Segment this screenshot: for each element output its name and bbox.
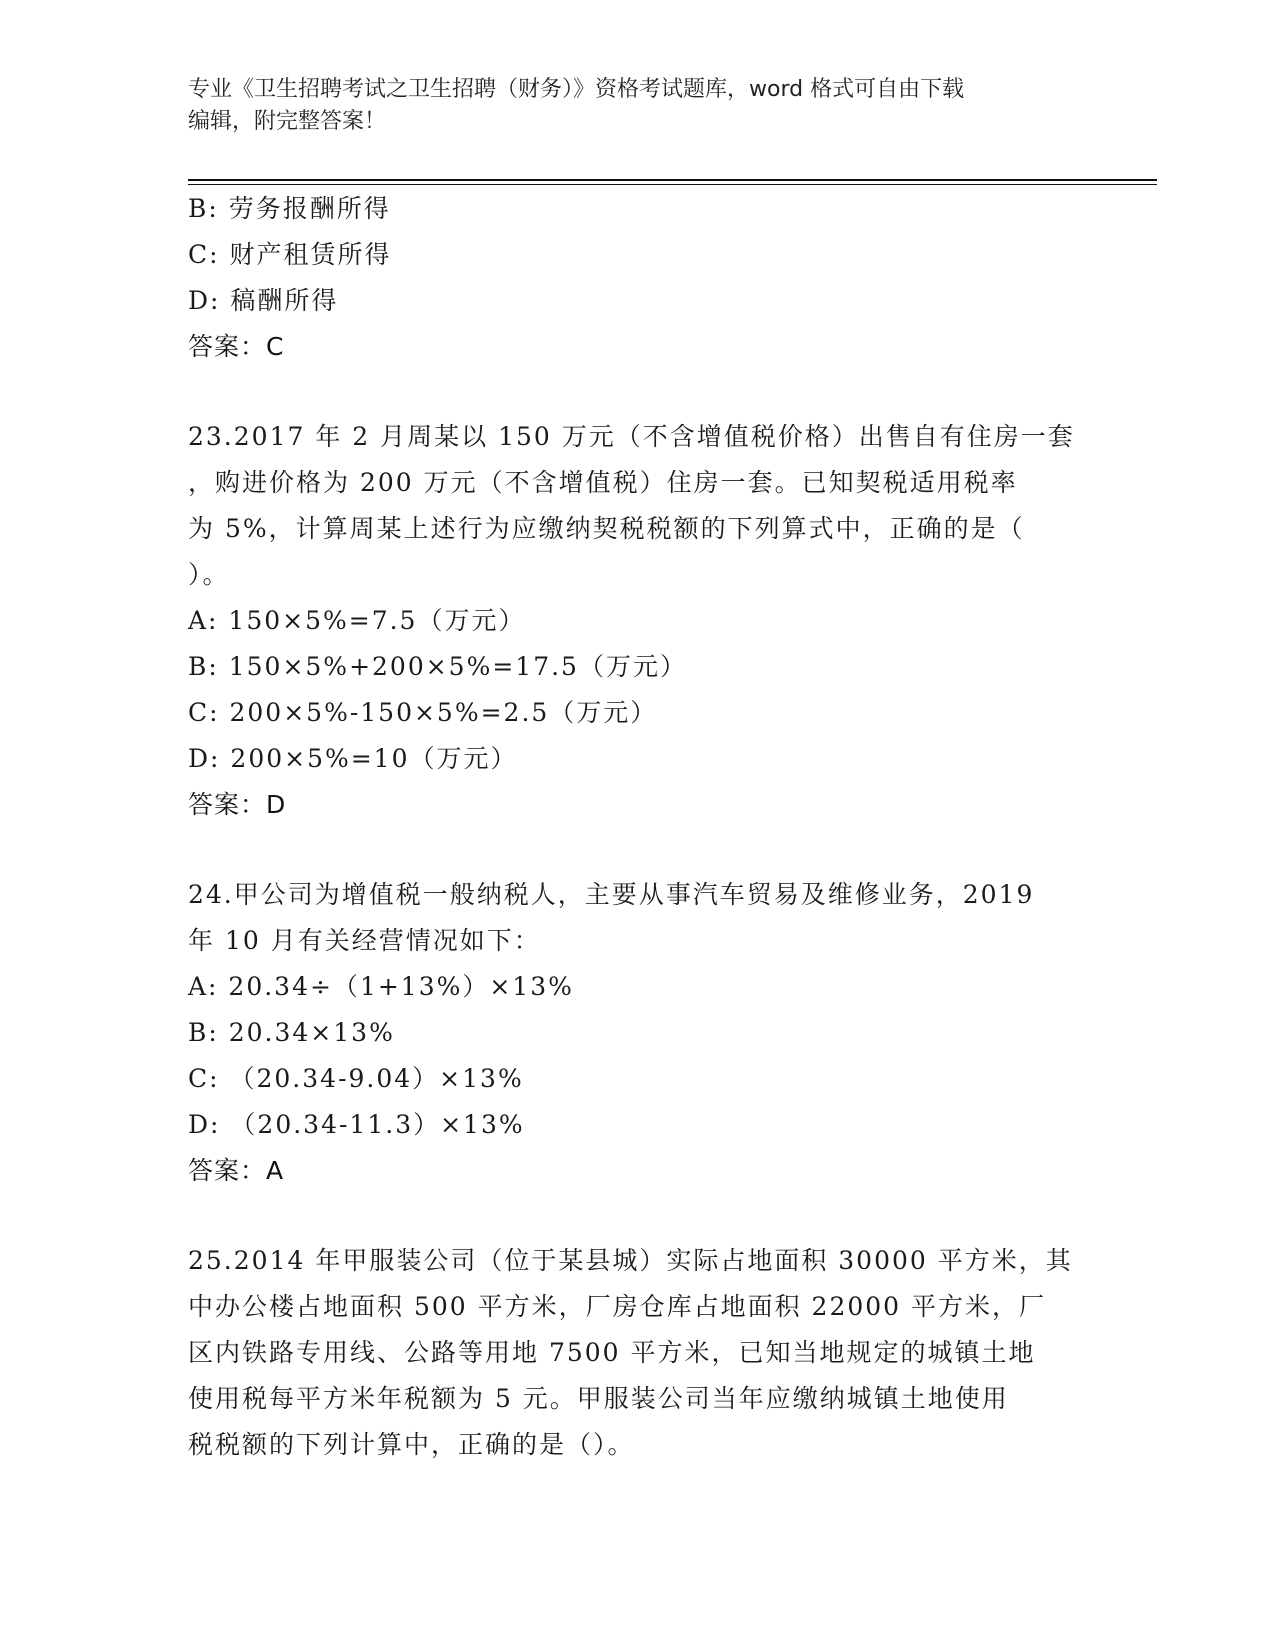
question-stem-line: ，购进价格为 200 万元（不含增值税）住房一套。已知契税适用税率 — [188, 468, 1018, 497]
answer: 答案：C — [188, 332, 285, 361]
question-stem-line: 23.2017 年 2 月周某以 150 万元（不含增值税价格）出售自有住房一套 — [188, 422, 1075, 451]
question-stem-line: ）。 — [188, 560, 230, 589]
header-divider-thin — [188, 184, 1157, 185]
option-b: B: 劳务报酬所得 — [188, 194, 391, 223]
answer: 答案：A — [188, 1156, 285, 1185]
question-stem-line: 税税额的下列计算中，正确的是（）。 — [188, 1430, 635, 1459]
question-24 — [188, 872, 1088, 1194]
document-body — [188, 186, 1088, 1468]
option-b: B: 20.34×13% — [188, 1018, 395, 1047]
header-line-2: 编辑，附完整答案！ — [188, 109, 387, 134]
question-stem-line: 25.2014 年甲服装公司（位于某县城）实际占地面积 30000 平方米，其 — [188, 1246, 1073, 1275]
option-c: C: （20.34-9.04）×13% — [188, 1064, 524, 1093]
spacer — [188, 828, 1088, 872]
question-22-continued — [188, 186, 1088, 370]
spacer — [188, 370, 1088, 414]
option-c: C: 200×5%-150×5%=2.5（万元） — [188, 698, 658, 727]
option-d: D: 稿酬所得 — [188, 286, 339, 315]
question-23 — [188, 414, 1088, 828]
option-d: D: 200×5%=10（万元） — [188, 744, 518, 773]
question-stem-line: 中办公楼占地面积 500 平方米，厂房仓库占地面积 22000 平方米，厂 — [188, 1292, 1047, 1321]
option-c: C: 财产租赁所得 — [188, 240, 392, 269]
question-stem-line: 24.甲公司为增值税一般纳税人，主要从事汽车贸易及维修业务，2019 — [188, 880, 1035, 909]
question-25 — [188, 1238, 1088, 1468]
question-stem-line: 使用税每平方米年税额为 5 元。甲服装公司当年应缴纳城镇土地使用 — [188, 1384, 1009, 1413]
option-d: D: （20.34-11.3）×13% — [188, 1110, 525, 1139]
question-stem-line: 为 5%，计算周某上述行为应缴纳契税税额的下列算式中，正确的是（ — [188, 514, 1025, 543]
spacer — [188, 1194, 1088, 1238]
question-stem-line: 年 10 月有关经营情况如下： — [188, 926, 541, 955]
answer: 答案：D — [188, 790, 287, 819]
option-b: B: 150×5%+200×5%=17.5（万元） — [188, 652, 687, 681]
question-stem-line: 区内铁路专用线、公路等用地 7500 平方米，已知当地规定的城镇土地 — [188, 1338, 1036, 1367]
document-header — [188, 74, 1068, 138]
option-a: A: 20.34÷（1+13%）×13% — [188, 972, 574, 1001]
header-line-1: 专业《卫生招聘考试之卫生招聘（财务）》资格考试题库，word 格式可自由下载 — [188, 77, 965, 102]
option-a: A: 150×5%=7.5（万元） — [188, 606, 526, 635]
header-divider-thick — [188, 179, 1157, 181]
